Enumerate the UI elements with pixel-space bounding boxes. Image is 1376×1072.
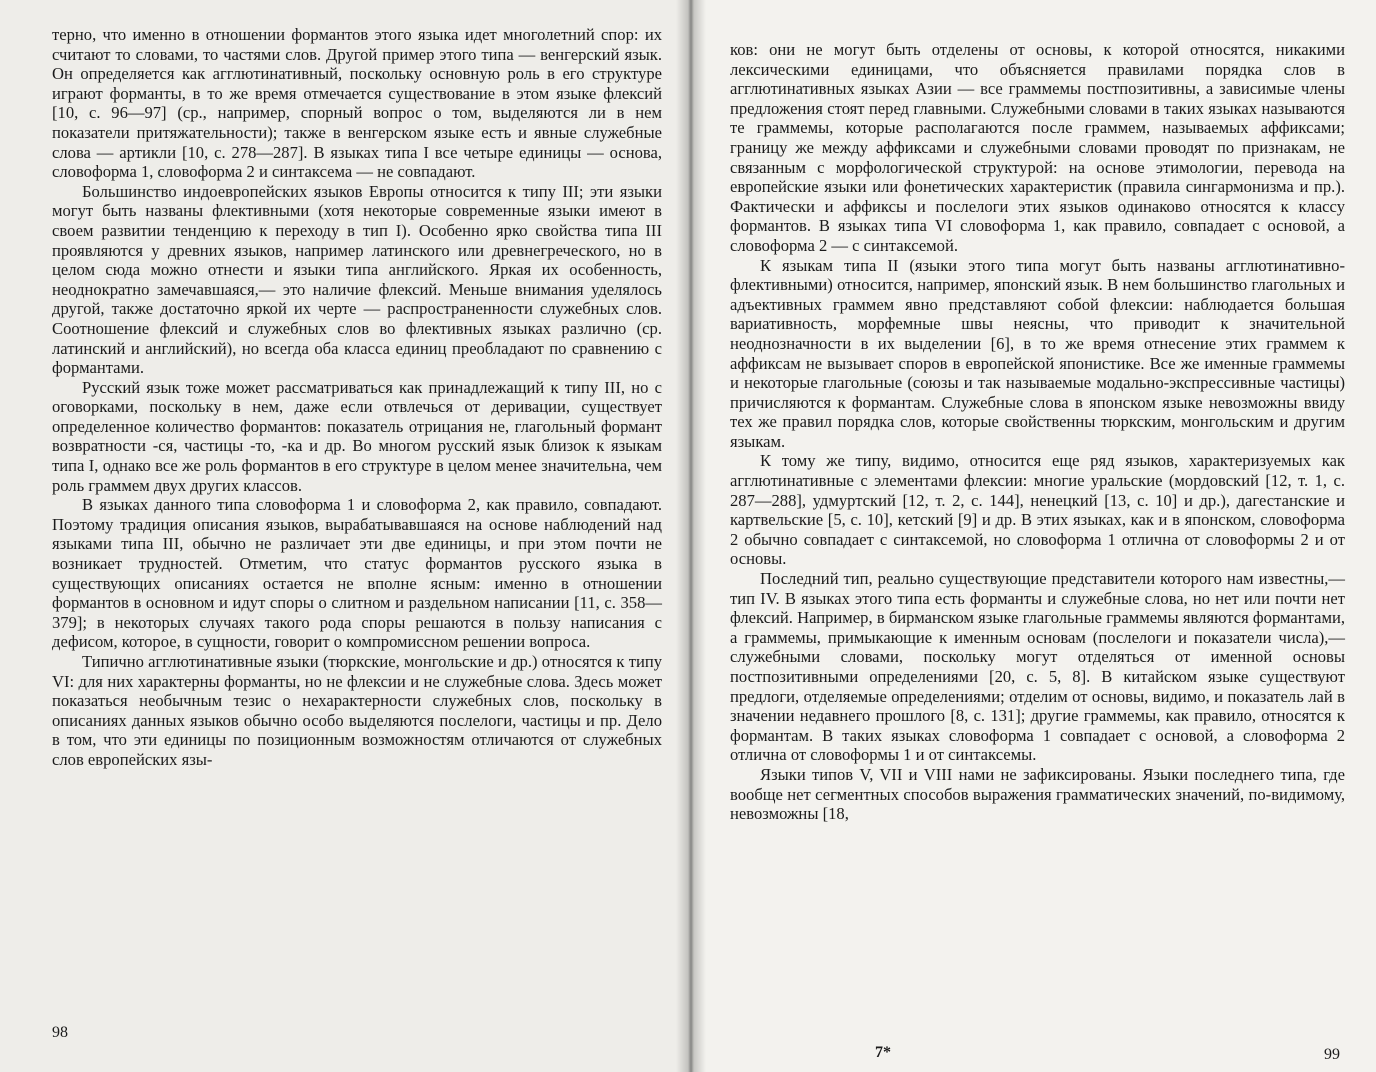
page-number-right: 99: [1324, 1046, 1340, 1063]
left-page-text: [52, 25, 662, 770]
paragraph: К языкам типа II (языки этого типа могут быть названы агглютинативно-флективными) относится, например, японский язык. В нем большинство глагольных и адъективных граммем явно представляют собой флексии: наблюдается большая вариативность, морфемные швы неясны, что приводит к значительной неоднозначности в их выделении [6], в то же время отнесение этих граммем к аффиксам не вызывает споров в европейской японистике. Все же именные граммемы и некоторые глагольные (союзы и так называемые модально-экспрессивные частицы) причисляются к формантам. Служебные слова в японском языке невозможны ввиду тех же правил порядка слов, которые свойственны тюркским, монгольским и другим языкам.: [730, 255, 1345, 451]
paragraph: Типично агглютинативные языки (тюркские, монгольские и др.) относятся к типу VI: для них характерны форманты, но не флексии и не служебные слова. Здесь может показаться необычным тезис о нехарактерности служебных слов, поскольку в описаниях данных языков обычно особо выделяются послелоги, частицы и пр. Дело в том, что эти единицы по позиционным возможностям отличаются от служебных слов европейских язы-: [52, 652, 662, 769]
paragraph: В языках данного типа словоформа 1 и словоформа 2, как правило, совпадают. Поэтому традиция описания языков, вырабатывавшаяся на основе наблюдений над языками типа III, обычно не различает эти две единицы, и при этом почти не возникает трудностей. Отметим, что статус формантов русского языка в существующих описаниях остается не вполне ясным: именно в отношении формантов в основном и идут споры о слитном и раздельном написании [11, с. 358—379]; в некоторых случаях такого рода споры решаются в пользу написания с дефисом, которое, в сущности, говорит о компромиссном решении вопроса.: [52, 495, 662, 652]
paragraph: Русский язык тоже может рассматриваться как принадлежащий к типу III, но с оговорками, поскольку в нем, даже если отвлечься от деривации, существует определенное количество формантов: показатель отрицания не, глагольный формант возвратности -ся, частицы -то, -ка и др. Во многом русский язык близок к языкам типа I, однако все же роль формантов в его структуре в целом менее значительна, чем роль граммем двух других классов.: [52, 377, 662, 495]
paragraph: К тому же типу, видимо, относится еще ряд языков, характеризуемых как агглютинативные с элементами флексии: многие уральские (мордовский [12, т. 1, с. 287—288], удмуртский [12, т. 2, с. 144], ненецкий [13, с. 10] и др.), дагестанские и картвельские [5, с. 10], кетский [9] и др. В этих языках, как и в японском, словоформа 2 обычно совпадает с синтаксемой, но словоформа 1 отлична от словоформы 2 и от основы.: [730, 451, 1345, 569]
right-page: [690, 0, 1376, 1072]
paragraph: Большинство индоевропейских языков Европы относится к типу III; эти языки могут быть названы флективными (хотя некоторые современные языки имеют в своем развитии тенденцию к переходу в тип I). Особенно ярко свойства типа III проявляются у древних языков, например латинского или древнегреческого, но в целом сюда можно отнести и языки типа английского. Яркая их особенность, неоднократно замечавшаяся,— это наличие флексий. Меньше внимания уделялось другой, также достаточно яркой их черте — распространенности служебных слов. Соотношение флексий и служебных слов во флективных языках различно (ср. латинский и английский), но всегда оба класса единиц преобладают по сравнению с формантами.: [52, 181, 662, 378]
right-page-text: [730, 40, 1345, 824]
paragraph: ков: они не могут быть отделены от основы, к которой относятся, никакими лексическими единицами, что объясняется правилами порядка слов в агглютинативных языках Азии — все граммемы постпозитивны, а зависимые члены предложения стоят перед главными. Служебными словами в таких языках называются те граммемы, которые располагаются после граммем, называемых аффиксами; границу же между аффиксами и служебными словами проводят по признакам, не связанным с морфологической структурой: на основе этимологии, перевода на европейские языки или фонетических характеристик (правила сингармонизма и пр.). Фактически и аффиксы и послелоги этих языков одинаково относятся к классу формантов. В языках типа VI словоформа 1, как правило, совпадает с основой, а словоформа 2 — с синтаксемой.: [730, 40, 1345, 255]
signature-mark: 7*: [875, 1044, 891, 1061]
paragraph: Последний тип, реально существующие представители которого нам известны,— тип IV. В языках этого типа есть форманты и служебные слова, но нет или почти нет флексий. Например, в бирманском языке глагольные граммемы являются формантами, а граммемы, примыкающие к именным основам (послелоги и показатели числа),— служебными словами, поскольку могут отделяться от именной основы постпозитивными определениями [20, с. 5, 8]. В китайском языке существуют предлоги, отделяемые определениями; отделим от основы, видимо, и показатель лай в значении недавнего прошлого [8, с. 131]; другие граммемы, как правило, относятся к формантам. В таких языках словоформа 1 совпадает с основой, а словоформа 2 отлична от словоформы 1 и от синтаксемы.: [730, 569, 1345, 765]
paragraph: терно, что именно в отношении формантов этого языка идет многолетний спор: их считают то словами, то частями слов. Другой пример этого типа — венгерский язык. Он определяется как агглютинативный, поскольку основную роль в его структуре играют форманты, в то же время отмечается существование в этом языке флексий [10, с. 96—97] (ср., например, спорный вопрос о том, выделяются ли в нем показатели притяжательности); также в венгерском языке есть и явные служебные слова — артикли [10, с. 278—287]. В языках типа I все четыре единицы — основа, словоформа 1, словоформа 2 и синтаксема — не совпадают.: [52, 25, 662, 182]
book-gutter: [676, 0, 706, 1072]
page-number-left: 98: [52, 1024, 68, 1041]
paragraph: Языки типов V, VII и VIII нами не зафиксированы. Языки последнего типа, где вообще нет сегментных способов выражения грамматических значений, по-видимому, невозможны [18,: [730, 764, 1345, 824]
